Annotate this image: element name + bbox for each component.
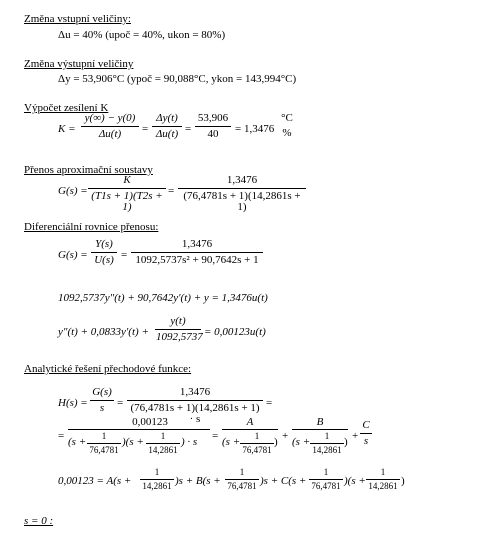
gain-f3-den: 40 bbox=[195, 126, 231, 140]
coef-eq-a: 0,00123 = A(s + bbox=[58, 475, 132, 487]
pf-g-den-frac-1 bbox=[87, 432, 121, 455]
gain-result: = 1,3476 bbox=[235, 123, 275, 135]
heading-input-change: Změna vstupní veličiny: bbox=[24, 13, 131, 25]
gain-f2-num: Δy(t) bbox=[156, 112, 178, 124]
heading-differential-eq: Diferenciální rovnice přenosu: bbox=[24, 221, 159, 233]
pf-c-den: s bbox=[360, 433, 372, 447]
gain-f2-den: Δu(t) bbox=[152, 126, 182, 140]
pf-b-den-b: ) bbox=[344, 436, 348, 448]
gain-unit-den: % bbox=[282, 127, 292, 139]
pf-c-num: C bbox=[362, 419, 370, 431]
pf-b-num: B bbox=[316, 416, 324, 428]
gain-unit bbox=[280, 113, 294, 139]
diff-f2-num: 1,3476 bbox=[181, 238, 213, 250]
ode-line-2-right: = 0,00123u(t) bbox=[204, 326, 266, 338]
gain-unit-num: °C bbox=[281, 112, 293, 124]
h-eq-2: = bbox=[266, 397, 273, 409]
pf-a-bar bbox=[222, 429, 278, 430]
diff-lhs: G(s) = bbox=[58, 249, 88, 261]
pf-a-den-b: ) bbox=[274, 436, 278, 448]
pf-a-den-f-num: 1 bbox=[254, 431, 260, 441]
h-f2-num: 1,3476 bbox=[179, 386, 211, 398]
coef-f4-num: 1 bbox=[380, 467, 386, 477]
pf-b-den-f-num: 1 bbox=[324, 431, 330, 441]
transfer-eq: = bbox=[168, 185, 175, 197]
diff-eq: = bbox=[121, 249, 128, 261]
pf-g-den-c: ) · s bbox=[181, 436, 198, 448]
ode-line-1: 1092,5737y″(t) + 90,7642y′(t) + y = 1,3476u(t) bbox=[58, 292, 268, 304]
h-fraction-1 bbox=[90, 387, 114, 414]
heading-approx-transfer: Přenos aproximační soustavy bbox=[24, 164, 153, 176]
pf-b-den-f-den: 14,2861 bbox=[310, 443, 344, 455]
transfer-fraction-1 bbox=[88, 175, 166, 213]
coef-f1-num: 1 bbox=[154, 467, 160, 477]
coef-eq-b: )s + B(s + bbox=[175, 475, 221, 487]
heading-analytic-solution: Analytické řešení přechodové funkce: bbox=[24, 363, 192, 375]
coef-eq-d: )(s + bbox=[344, 475, 366, 487]
gain-lhs: K = bbox=[58, 123, 76, 135]
pf-g-den-b: )(s + bbox=[122, 436, 144, 448]
output-change-line: Δy = 53,906°C (ypoč = 90,088°C, ykon = 143,994°C) bbox=[58, 73, 297, 85]
coef-frac-2 bbox=[225, 468, 259, 491]
transfer-lhs: G(s) = bbox=[58, 185, 88, 197]
pf-a-den-f-den: 76,4781 bbox=[240, 443, 274, 455]
coef-frac-3 bbox=[309, 468, 343, 491]
transfer-fraction-2 bbox=[178, 175, 306, 213]
pf-g-den-a: (s + bbox=[68, 436, 87, 448]
gain-eq-1: = bbox=[142, 123, 149, 135]
pf-b-den-frac bbox=[310, 432, 344, 455]
coef-f2-den: 76,4781 bbox=[225, 479, 259, 491]
gain-f1-num: y(∞) − y(0) bbox=[84, 112, 136, 124]
transfer-f2-den: (76,4781s + 1)(14,2861s + 1) bbox=[178, 188, 306, 213]
pf-g-bar bbox=[68, 429, 210, 430]
transfer-f1-den: (T1s + 1)(T2s + 1) bbox=[88, 188, 166, 213]
input-change-line: Δu = 40% (upoč = 40%, ukon = 80%) bbox=[58, 29, 226, 41]
h-eq-1: = bbox=[117, 397, 124, 409]
transfer-f2-num: 1,3476 bbox=[226, 174, 258, 186]
coef-f3-num: 1 bbox=[323, 467, 329, 477]
gain-fraction-2 bbox=[152, 113, 182, 140]
h-f2-den: (76,4781s + 1)(14,2861s + 1) · s bbox=[127, 400, 263, 425]
coef-eq-c: )s + C(s + bbox=[260, 475, 307, 487]
pf-g-num: 0,00123 bbox=[132, 416, 168, 428]
pf-c-fraction bbox=[360, 420, 372, 447]
pf-g-den-frac-2 bbox=[146, 432, 180, 455]
diff-fraction-1 bbox=[91, 239, 117, 266]
pf-g-den-f2-den: 14,2861 bbox=[146, 443, 180, 455]
gain-f3-num: 53,906 bbox=[197, 112, 229, 124]
coef-eq-e: ) bbox=[401, 475, 405, 487]
gain-eq-2: = bbox=[185, 123, 192, 135]
ode-f-den: 1092,5737 bbox=[156, 331, 203, 343]
heading-s-zero: s = 0 : bbox=[24, 515, 54, 527]
pf-a-den-a: (s + bbox=[222, 436, 241, 448]
transfer-f1-num: K bbox=[123, 174, 131, 186]
pf-g-den-f1-num: 1 bbox=[101, 431, 107, 441]
pf-plus-1: + bbox=[282, 430, 289, 442]
h-lhs: H(s) = bbox=[58, 397, 88, 409]
pf-eq: = bbox=[58, 430, 65, 442]
pf-a-num: A bbox=[246, 416, 254, 428]
coef-f3-den: 76,4781 bbox=[309, 479, 343, 491]
pf-plus-2: + bbox=[352, 430, 359, 442]
pf-b-den-a: (s + bbox=[292, 436, 311, 448]
gain-fraction-3 bbox=[195, 113, 231, 140]
gain-f1-den: Δu(t) bbox=[81, 126, 139, 140]
h-f1-num: G(s) bbox=[92, 386, 112, 398]
heading-gain: Výpočet zesílení K bbox=[24, 102, 109, 114]
ode-f-num: y(t) bbox=[170, 315, 186, 327]
ode-line-2-left: y″(t) + 0,0833y′(t) + bbox=[58, 326, 149, 338]
coef-frac-4 bbox=[366, 468, 400, 491]
pf-eq-2: = bbox=[212, 430, 219, 442]
h-f1-den: s bbox=[90, 400, 114, 414]
gain-fraction-1 bbox=[81, 113, 139, 140]
pf-a-den-frac bbox=[240, 432, 274, 455]
pf-b-bar bbox=[292, 429, 348, 430]
diff-fraction-2 bbox=[131, 239, 263, 266]
pf-g-den-f2-num: 1 bbox=[160, 431, 166, 441]
diff-f1-den: U(s) bbox=[91, 252, 117, 266]
coef-f2-num: 1 bbox=[239, 467, 245, 477]
pf-g-den-f1-den: 76,4781 bbox=[87, 443, 121, 455]
diff-f1-num: Y(s) bbox=[95, 238, 113, 250]
coef-f4-den: 14,2861 bbox=[366, 479, 400, 491]
coef-frac-1 bbox=[140, 468, 174, 491]
diff-f2-den: 1092,5737s² + 90,7642s + 1 bbox=[131, 252, 263, 266]
ode-fraction bbox=[155, 316, 201, 343]
coef-f1-den: 14,2861 bbox=[140, 479, 174, 491]
heading-output-change: Změna výstupní veličiny bbox=[24, 58, 134, 70]
